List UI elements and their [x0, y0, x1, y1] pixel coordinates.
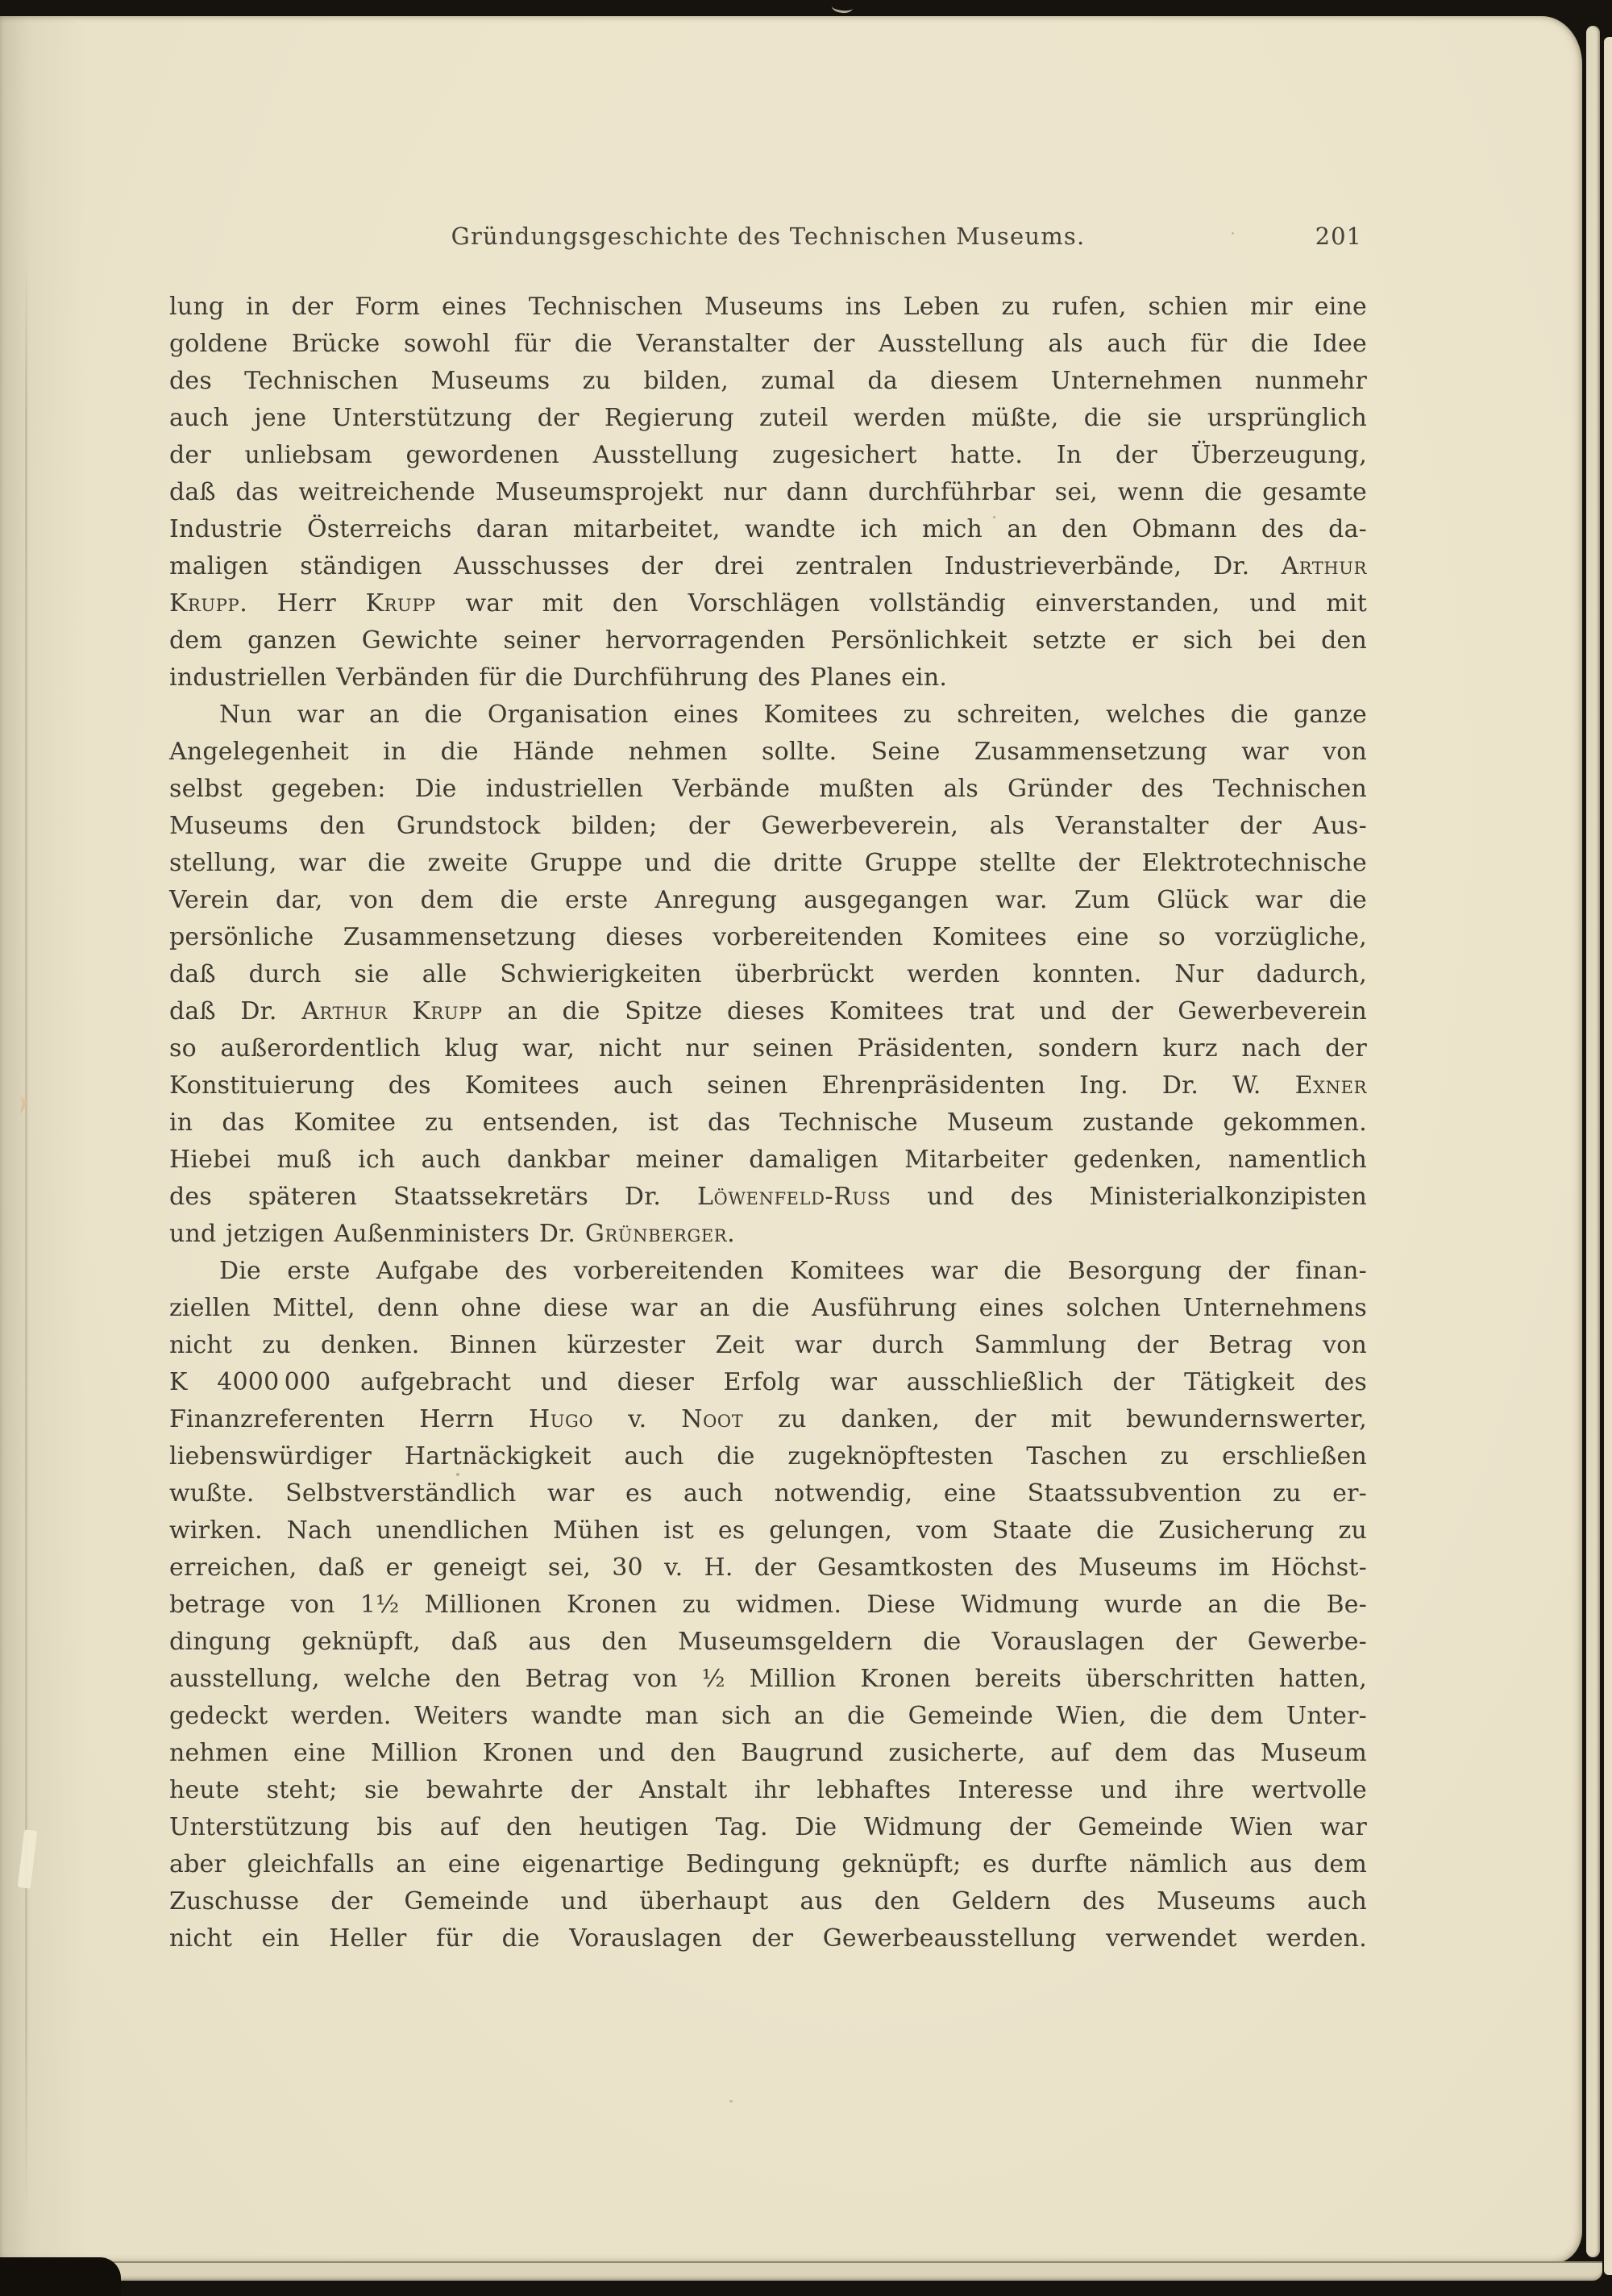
text-line: Konstituierung des Komitees auch seinen Ehrenpräsidenten Ing. Dr. W. Exner: [169, 1071, 1367, 1100]
gutter-shadow: [0, 16, 97, 2263]
page-number: 201: [1315, 223, 1362, 250]
text-line: lung in der Form eines Technischen Museums ins Leben zu rufen, schien mir eine: [169, 293, 1367, 321]
paper-chip-artifact: [18, 1829, 38, 1888]
text-line: wußte. Selbstverständlich war es auch notwendig, eine Staatssubvention zu er-: [169, 1479, 1367, 1508]
running-header-title: Gründungsgeschichte des Technischen Museums.: [451, 223, 1086, 250]
page-header: [169, 223, 1367, 255]
text-line: K 4000 000 aufgebracht und dieser Erfolg war ausschließlich der Tätigkeit des: [169, 1368, 1367, 1396]
text-line: daß Dr. Arthur Krupp an die Spitze dieses Komitees trat und der Gewerbeverein: [169, 997, 1368, 1025]
text-line: erreichen, daß er geneigt sei, 30 v. H. der Gesamtkosten des Museums im Höchst-: [169, 1554, 1367, 1582]
dust-speck: [456, 1473, 459, 1476]
text-line: Die erste Aufgabe des vorbereitenden Komitees war die Besorgung der finan-: [219, 1257, 1367, 1285]
text-line: maligen ständigen Ausschusses der drei zentralen Industrieverbände, Dr. Arthur: [169, 552, 1367, 580]
text-line: liebenswürdiger Hartnäckigkeit auch die zugeknöpftesten Taschen zu erschließen: [169, 1442, 1367, 1470]
text-line: goldene Brücke sowohl für die Veranstalter der Ausstellung als auch für die Idee: [169, 330, 1367, 358]
text-line: des Technischen Museums zu bilden, zumal da diesem Unternehmen nunmehr: [169, 367, 1367, 395]
text-line: selbst gegeben: Die industriellen Verbände mußten als Gründer des Technischen: [169, 775, 1367, 803]
text-line: Zuschusse der Gemeinde und überhaupt aus den Geldern des Museums auch: [169, 1887, 1367, 1915]
text-line: nehmen eine Million Kronen und den Baugrund zusicherte, auf dem das Museum: [169, 1739, 1367, 1767]
stacked-page-edge: [1604, 37, 1612, 2275]
text-line: Krupp. Herr Krupp war mit den Vorschlägen vollständig einverstanden, und mit: [169, 589, 1367, 618]
text-line: betrage von 1½ Millionen Kronen zu widmen. Diese Widmung wurde an die Be-: [169, 1591, 1367, 1619]
book-page: [0, 16, 1582, 2263]
text-line: heute steht; sie bewahrte der Anstalt ihr lebhaftes Interesse und ihre wertvolle: [169, 1776, 1367, 1804]
text-line: so außerordentlich klug war, nicht nur seinen Präsidenten, sondern kurz nach der: [169, 1034, 1367, 1063]
text-line: des späteren Staatssekretärs Dr. Löwenfeld-Russ und des Ministerialkonzipisten: [169, 1183, 1368, 1211]
text-line: und jetzigen Außenministers Dr. Grünberger.: [169, 1220, 735, 1248]
text-line: persönliche Zusammensetzung dieses vorbereitenden Komitees eine so vorzügliche,: [169, 923, 1367, 951]
text-line: industriellen Verbänden für die Durchführung des Planes ein.: [169, 663, 948, 692]
text-line: Museums den Grundstock bilden; der Gewerbeverein, als Veranstalter der Aus-: [169, 812, 1367, 840]
text-line: dem ganzen Gewichte seiner hervorragenden Persönlichkeit setzte er sich bei den: [169, 626, 1367, 655]
text-line: auch jene Unterstützung der Regierung zuteil werden müßte, die sie ursprünglich: [169, 404, 1367, 432]
text-line: Nun war an die Organisation eines Komitees zu schreiten, welches die ganze: [219, 701, 1367, 729]
text-block: [169, 289, 1367, 1957]
text-line: ausstellung, welche den Betrag von ½ Million Kronen bereits überschritten hatten,: [169, 1665, 1367, 1693]
text-line: der unliebsam gewordenen Ausstellung zugesichert hatte. In der Überzeugung,: [169, 441, 1367, 469]
text-line: stellung, war die zweite Gruppe und die dritte Gruppe stellte der Elektrotechnische: [169, 849, 1367, 877]
text-line: nicht zu denken. Binnen kürzester Zeit war durch Sammlung der Betrag von: [169, 1331, 1367, 1359]
stacked-page-edge-bottom: [113, 2261, 1602, 2281]
text-line: gedeckt werden. Weiters wandte man sich an die Gemeinde Wien, die dem Unter-: [169, 1702, 1367, 1730]
text-line: Industrie Österreichs daran mitarbeitet, wandte ich mich an den Obmann des da-: [169, 515, 1367, 543]
text-line: Verein dar, von dem die erste Anregung ausgegangen war. Zum Glück war die: [169, 886, 1367, 914]
scratch-mark: [831, 1, 853, 15]
text-line: Hiebei muß ich auch dankbar meiner damaligen Mitarbeiter gedenken, namentlich: [169, 1146, 1367, 1174]
gutter-crease-line: [25, 258, 27, 2217]
text-line: in das Komitee zu entsenden, ist das Technische Museum zustande gekommen.: [169, 1108, 1367, 1137]
text-line: daß das weitreichende Museumsprojekt nur dann durchführbar sei, wenn die gesamte: [169, 478, 1367, 506]
text-line: dingung geknüpft, daß aus den Museumsgeldern die Vorauslagen der Gewerbe-: [169, 1628, 1367, 1656]
text-line: aber gleichfalls an eine eigenartige Bedingung geknüpft; es durfte nämlich aus dem: [169, 1850, 1367, 1878]
dust-speck: [993, 516, 995, 518]
text-line: Unterstützung bis auf den heutigen Tag. Die Widmung der Gemeinde Wien war: [169, 1813, 1367, 1841]
text-line: wirken. Nach unendlichen Mühen ist es gelungen, vom Staate die Zusicherung zu: [169, 1516, 1367, 1545]
stacked-page-edge: [1586, 26, 1600, 2257]
text-line: Finanzreferenten Herrn Hugo v. Noot zu danken, der mit bewundernswerter,: [169, 1405, 1367, 1433]
text-line: ziellen Mittel, denn ohne diese war an die Ausführung eines solchen Unternehmens: [169, 1294, 1367, 1322]
dust-speck: [729, 2100, 733, 2103]
book-cover-corner: [0, 2257, 121, 2296]
dust-speck: [1232, 232, 1234, 235]
text-line: nicht ein Heller für die Vorauslagen der Gewerbeausstellung verwendet werden.: [169, 1924, 1367, 1953]
text-line: Angelegenheit in die Hände nehmen sollte. Seine Zusammensetzung war von: [169, 738, 1367, 766]
text-line: daß durch sie alle Schwierigkeiten überbrückt werden konnten. Nur dadurch,: [169, 960, 1367, 988]
